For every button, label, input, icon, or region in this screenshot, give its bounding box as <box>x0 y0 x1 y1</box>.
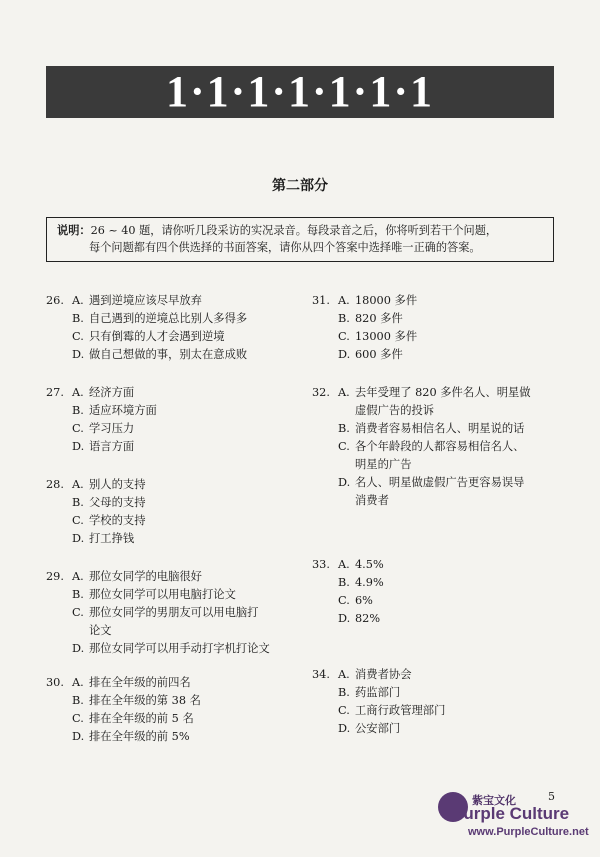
option-d: 做自己想做的事，别太在意成败 <box>89 348 248 361</box>
question-33 <box>312 556 562 628</box>
option-b: 那位女同学可以用电脑打论文 <box>89 588 236 601</box>
option-letter: B. <box>338 576 350 589</box>
option-a: 排在全年级的前四名 <box>89 676 191 689</box>
option-c: 13000 多件 <box>355 330 418 343</box>
option-letter: A. <box>338 558 350 571</box>
option-letter: B. <box>72 694 84 707</box>
option-letter: D. <box>338 612 351 625</box>
question-number: 32. <box>312 386 330 399</box>
section-title: 第二部分 <box>272 178 328 194</box>
option-c: 6% <box>355 594 373 607</box>
option-b: 排在全年级的第 38 名 <box>89 694 201 707</box>
option-letter: D. <box>72 532 85 545</box>
option-d: 公安部门 <box>355 722 401 735</box>
option-letter: A. <box>72 478 84 491</box>
option-c-continued: 论文 <box>89 624 112 637</box>
option-d: 82% <box>355 612 381 625</box>
logo-chinese-text: 紫宝文化 <box>472 794 516 807</box>
option-d-continued: 消费者 <box>355 494 389 507</box>
question-number: 33. <box>312 558 330 571</box>
option-letter: A. <box>72 294 84 307</box>
option-letter: B. <box>72 312 84 325</box>
option-letter: C. <box>72 514 84 527</box>
question-30 <box>46 674 308 746</box>
option-d: 语言方面 <box>89 440 135 453</box>
option-b: 父母的支持 <box>89 496 146 509</box>
instructions-label: 说明： <box>57 223 91 237</box>
option-letter: D. <box>72 642 85 655</box>
option-letter: C. <box>72 606 84 619</box>
purple-culture-watermark <box>438 790 589 842</box>
question-number: 34. <box>312 668 330 681</box>
option-c: 学习压力 <box>89 422 135 435</box>
option-letter: D. <box>338 722 351 735</box>
option-c: 各个年龄段的人都容易相信名人、 <box>355 440 525 453</box>
option-a: 4.5% <box>355 558 384 571</box>
option-c: 那位女同学的男朋友可以用电脑打 <box>89 606 259 619</box>
option-letter: C. <box>72 422 84 435</box>
question-number: 30. <box>46 676 64 689</box>
option-b: 消费者容易相信名人、明星说的话 <box>355 422 525 435</box>
question-28 <box>46 476 308 548</box>
option-letter: B. <box>72 496 84 509</box>
option-b: 4.9% <box>355 576 384 589</box>
question-31 <box>312 292 562 364</box>
option-letter: D. <box>72 440 85 453</box>
option-d: 打工挣钱 <box>89 532 135 545</box>
option-letter: A. <box>338 668 350 681</box>
question-26 <box>46 292 308 364</box>
option-letter: B. <box>72 588 84 601</box>
question-number: 28. <box>46 478 64 491</box>
option-c-continued: 明星的广告 <box>355 458 412 471</box>
instructions-box <box>46 217 554 262</box>
instructions-text-1: 26 ~ 40 题，请你听几段采访的实况录音。每段录音之后，你将听到若干个问题， <box>90 224 498 237</box>
option-c: 学校的支持 <box>89 514 146 527</box>
option-b: 药监部门 <box>355 686 401 699</box>
option-a: 遇到逆境应该尽早放弃 <box>89 294 202 307</box>
instructions-line-1 <box>57 222 545 239</box>
option-b: 820 多件 <box>355 312 403 325</box>
option-b: 适应环境方面 <box>89 404 157 417</box>
question-27 <box>46 384 308 456</box>
option-letter: C. <box>338 440 350 453</box>
option-letter: B. <box>338 422 350 435</box>
option-a: 别人的支持 <box>89 478 146 491</box>
question-number: 29. <box>46 570 64 583</box>
option-letter: D. <box>72 348 85 361</box>
question-number: 27. <box>46 386 64 399</box>
option-letter: A. <box>72 386 84 399</box>
option-letter: C. <box>72 712 84 725</box>
option-letter: A. <box>72 676 84 689</box>
option-letter: C. <box>338 330 350 343</box>
option-a: 去年受理了 820 多件名人、明星做 <box>355 386 531 399</box>
option-a: 18000 多件 <box>355 294 418 307</box>
question-34 <box>312 666 562 738</box>
option-letter: B. <box>338 686 350 699</box>
option-letter: A. <box>72 570 84 583</box>
option-letter: A. <box>338 294 350 307</box>
logo-url-text: www.PurpleCulture.net <box>468 826 589 838</box>
option-d: 名人、明星做虚假广告更容易误导 <box>355 476 525 489</box>
instructions-text-2: 每个问题都有四个供选择的书面答案，请你从四个答案中选择唯一正确的答案。 <box>89 241 481 254</box>
option-letter: B. <box>338 312 350 325</box>
question-29 <box>46 568 308 658</box>
option-letter: D. <box>72 730 85 743</box>
option-a-continued: 虚假广告的投诉 <box>355 404 435 417</box>
option-letter: D. <box>338 348 351 361</box>
question-32 <box>312 384 562 510</box>
question-number: 31. <box>312 294 330 307</box>
option-d: 排在全年级的前 5% <box>89 730 190 743</box>
option-letter: C. <box>72 330 84 343</box>
option-c: 工商行政管理部门 <box>355 704 446 717</box>
logo-main-text: Purple Culture <box>452 804 570 823</box>
option-d: 600 多件 <box>355 348 403 361</box>
option-a: 那位女同学的电脑很好 <box>89 570 202 583</box>
option-letter: D. <box>338 476 351 489</box>
header-banner: 1·1·1·1·1·1·1 <box>46 66 554 118</box>
question-number: 26. <box>46 294 64 307</box>
option-letter: B. <box>72 404 84 417</box>
option-c: 排在全年级的前 5 名 <box>89 712 194 725</box>
option-a: 消费者协会 <box>355 668 412 681</box>
option-letter: A. <box>338 386 350 399</box>
option-letter: C. <box>338 704 350 717</box>
page-number: 5 <box>548 790 555 803</box>
option-c: 只有倒霉的人才会遇到逆境 <box>89 330 225 343</box>
option-letter: C. <box>338 594 350 607</box>
option-d: 那位女同学可以用手动打字机打论文 <box>89 642 270 655</box>
option-a: 经济方面 <box>89 386 135 399</box>
option-b: 自己遇到的逆境总比别人多得多 <box>89 312 248 325</box>
